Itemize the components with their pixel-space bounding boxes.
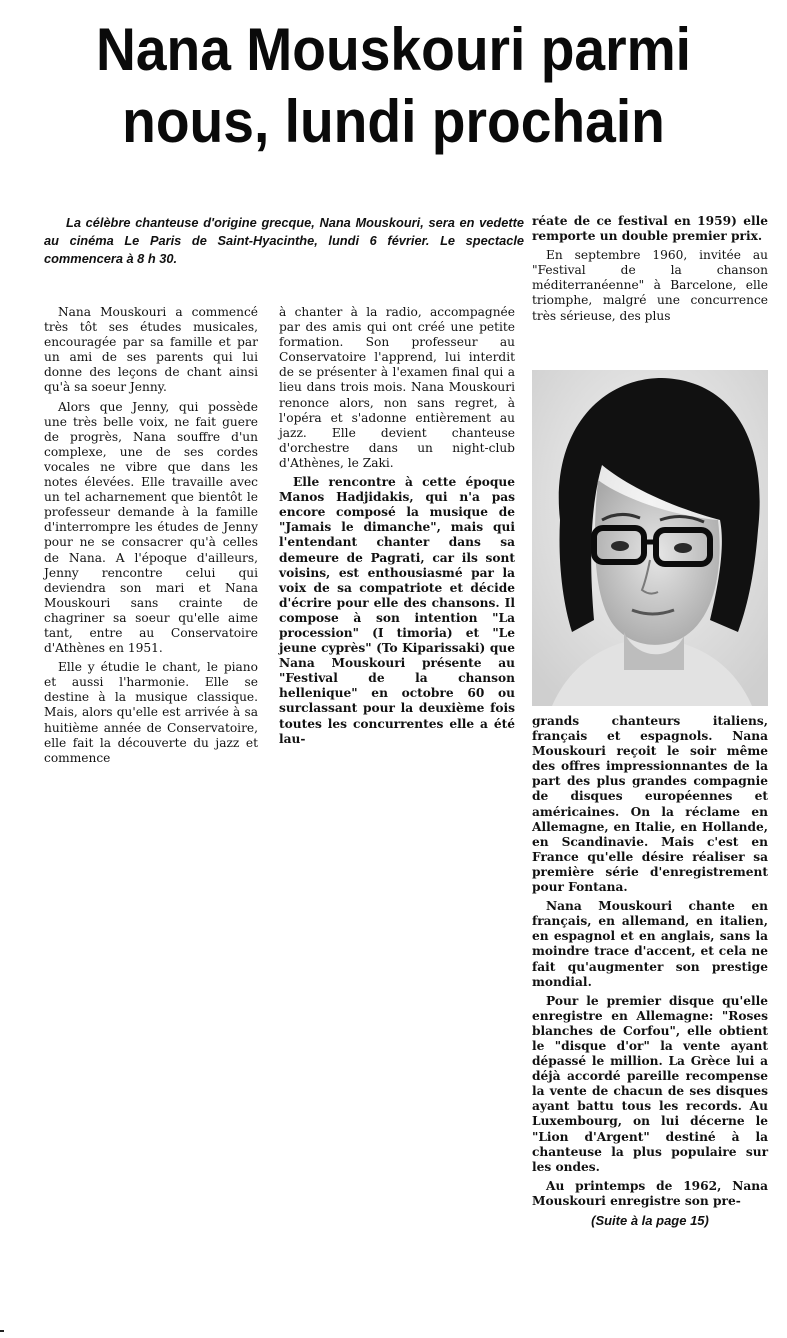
paragraph: grands chanteurs italiens, français et espagnols. Nana Mouskouri reçoit le soir même des offres impressionnantes de la part des plus grandes compagnie de disques européennes et américaines. On la réclame en Allemagne, en Italie, en Hollande, en Scandinavie. Mais c'est en France qu'elle désire réaliser sa première série d'enregistrement pour Fontana. — [532, 714, 768, 895]
lead-paragraph: La célèbre chanteuse d'origine grecque, Nana Mouskouri, sera en vedette au cinéma Le Paris de Saint-Hyacinthe, lundi 6 février. Le spectacle commencera à 8 h 30. — [44, 215, 524, 266]
paragraph: Nana Mouskouri chante en français, en allemand, en italien, en espagnol et en anglais, sans la moindre trace d'accent, et cela ne fait qu'augmenter son prestige mondial. — [532, 899, 768, 989]
singer-portrait-photo — [532, 370, 768, 706]
paragraph: Alors que Jenny, qui possède une très belle voix, ne fait guere de progrès, Nana souffre d'un complexe, une de ses cordes vocales ne vibre que dans les notes élevées. Elle travaille avec un tel acharnement que bientôt le professeur demande à la famille d'interrompre les études de Jenny pour ne se consacrer qu'à celles de Nana. A l'époque d'ailleurs, Jenny rencontre celui qui deviendra son mari et Nana Mouskouri sans crainte de chagriner sa soeur qu'elle aime tant, entre au Conservatoire d'Athènes en 1951. — [44, 399, 258, 656]
paragraph: réate de ce festival en 1959) elle remporte un double premier prix. — [532, 214, 768, 244]
article-column-3-top — [532, 214, 768, 328]
article-column-3-bottom — [532, 714, 768, 1228]
headline-line-1: Nana Mouskouri parmi — [95, 16, 692, 83]
article-column-1 — [44, 305, 258, 770]
paragraph: Nana Mouskouri a commencé très tôt ses études musicales, encouragée par sa famille et par un ami de ses parents qui lui donne des leçons de chant ainsi qu'à sa soeur Jenny. — [44, 305, 258, 395]
scan-edge-mark — [0, 1330, 4, 1332]
paragraph: Au printemps de 1962, Nana Mouskouri enregistre son pre- — [532, 1178, 768, 1208]
portrait-image — [532, 370, 768, 706]
paragraph: Pour le premier disque qu'elle enregistre en Allemagne: "Roses blanches de Corfou", elle obtient le "disque d'or" la vente ayant dépassé le million. La Grèce lui a déjà accordé pareille recompense la vente de chacun de ses disques ayant battu tous les records. Au Luxembourg, on lui décerne le "Lion d'Argent" destiné à la chanteuse la plus populaire sur les ondes. — [532, 993, 768, 1174]
headline-line-2: nous, lundi prochain — [122, 88, 665, 155]
headline — [50, 14, 737, 158]
paragraph: Elle rencontre à cette époque Manos Hadjidakis, qui n'a pas encore composé la musique de "Jamais le dimanche", mais qui l'entendant chanter dans sa demeure de Pagrati, car ils sont voisins, est enthousiasmé par la voix de sa compatriote et décide d'écrire pour elle des chansons. Il compose à son intention "La procession" (I timoria) et "Le jeune cyprès" (To Kiparissaki) que Nana Mouskouri présente au "Festival de la chanson hellenique" en octobre 60 ou surclassant pour la deuxième fois toutes les concurrentes elle a été lau- — [279, 475, 515, 746]
paragraph: Elle y étudie le chant, le piano et aussi l'harmonie. Elle se destine à la musique classique. Mais, alors qu'elle est arrivée à sa huitième année de Conservatoire, elle fait la découverte du jazz et commence — [44, 660, 258, 765]
paragraph: à chanter à la radio, accompagnée par des amis qui ont créé une petite formation. Son professeur au Conservatoire l'apprend, lui interdit de se présenter à l'examen final qui a lieu dans trois mois. Nana Mouskouri renonce alors, non sans regret, à l'opéra et s'adonne entièrement au jazz. Elle devient chanteuse d'orchestre dans un night-club d'Athènes, le Zaki. — [279, 305, 515, 470]
continued-on-page-note: (Suite à la page 15) — [591, 1213, 709, 1228]
paragraph: En septembre 1960, invitée au "Festival de la chanson méditerranéenne" à Barcelone, elle triomphe, malgré une concurrence très sérieuse, des plus — [532, 248, 768, 323]
article-column-2 — [279, 305, 515, 751]
